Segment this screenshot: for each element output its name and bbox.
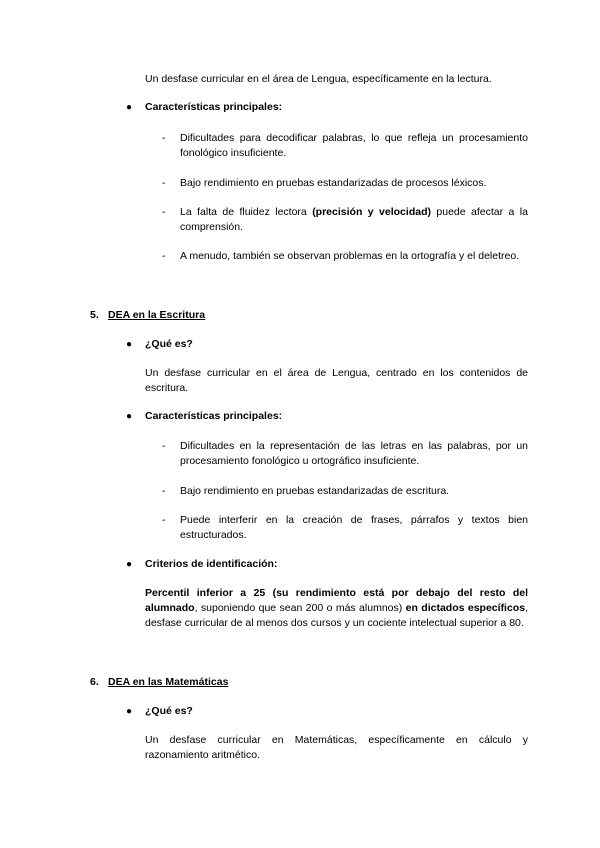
criterios-bold-2: (su rendimiento está por debajo del resto del alumnado [145, 587, 529, 614]
lectura-item-3-a: La falta de fluidez lectora [180, 206, 307, 218]
criterios-normal-1: , suponiendo que sean 200 o más alumnos) [194, 602, 403, 614]
lectura-item-2: Bajo rendimiento en pruebas estandarizadas de procesos léxicos. [180, 177, 487, 189]
section-title: DEA en las Matemáticas [108, 676, 229, 688]
bullet-icon: ● [126, 411, 133, 422]
dash-icon: - [162, 177, 166, 189]
escritura-que-es-label: ¿Qué es? [145, 338, 193, 350]
criterios-bold-1: Percentil inferior a 25 [145, 587, 266, 599]
dash-icon: - [162, 485, 166, 497]
dash-icon: - [162, 514, 166, 526]
criterios-normal-2: , desfase curricular de al menos dos cursos y un cociente intelectual superior a 80. [145, 602, 528, 629]
escritura-item-3: Puede interferir en la creación de frases, párrafos y textos bien estructurados. [180, 514, 528, 541]
matematicas-que-es-text: Un desfase curricular en Matemáticas, específicamente en cálculo y razonamiento aritmético. [145, 734, 528, 761]
lectura-caracteristicas-label: Características principales: [145, 101, 283, 113]
bullet-icon: ● [126, 339, 133, 350]
lectura-item-3 [180, 205, 528, 235]
dash-icon: - [162, 132, 166, 144]
dash-icon: - [162, 440, 166, 452]
section-number: 5. [90, 309, 99, 321]
bullet-icon: ● [126, 559, 133, 570]
lectura-item-4: A menudo, también se observan problemas en la ortografía y el deletreo. [180, 250, 520, 262]
matematicas-que-es-label: ¿Qué es? [145, 705, 193, 717]
section-heading-matematicas [90, 675, 228, 690]
escritura-caracteristicas-label: Características principales: [145, 410, 283, 422]
escritura-criterios-label: Criterios de identificación: [145, 558, 278, 570]
lectura-item-3-bold: (precisión y velocidad) [312, 206, 431, 218]
dash-icon: - [162, 206, 166, 218]
lectura-intro: Un desfase curricular en el área de Lengua, específicamente en la lectura. [145, 73, 492, 85]
lectura-item-1: Dificultades para decodificar palabras, lo que refleja un procesamiento fonológico insuficiente. [180, 132, 528, 159]
escritura-que-es-text: Un desfase curricular en el área de Lengua, centrado en los contenidos de escritura. [145, 367, 528, 394]
escritura-item-1: Dificultades en la representación de las letras en las palabras, por un procesamiento fonológico u ortográfico insuficiente. [180, 440, 528, 467]
dash-icon: - [162, 250, 166, 262]
section-number: 6. [90, 676, 99, 688]
bullet-icon: ● [126, 102, 133, 113]
section-heading-escritura [90, 308, 205, 323]
section-title: DEA en la Escritura [108, 309, 206, 321]
bullet-icon: ● [126, 706, 133, 717]
escritura-item-2: Bajo rendimiento en pruebas estandarizadas de escritura. [180, 485, 450, 497]
escritura-criterios-text [145, 586, 528, 631]
criterios-bold-3: en dictados específicos [405, 602, 526, 614]
lectura-item-3-b: puede afectar a la comprensión. [180, 206, 528, 233]
